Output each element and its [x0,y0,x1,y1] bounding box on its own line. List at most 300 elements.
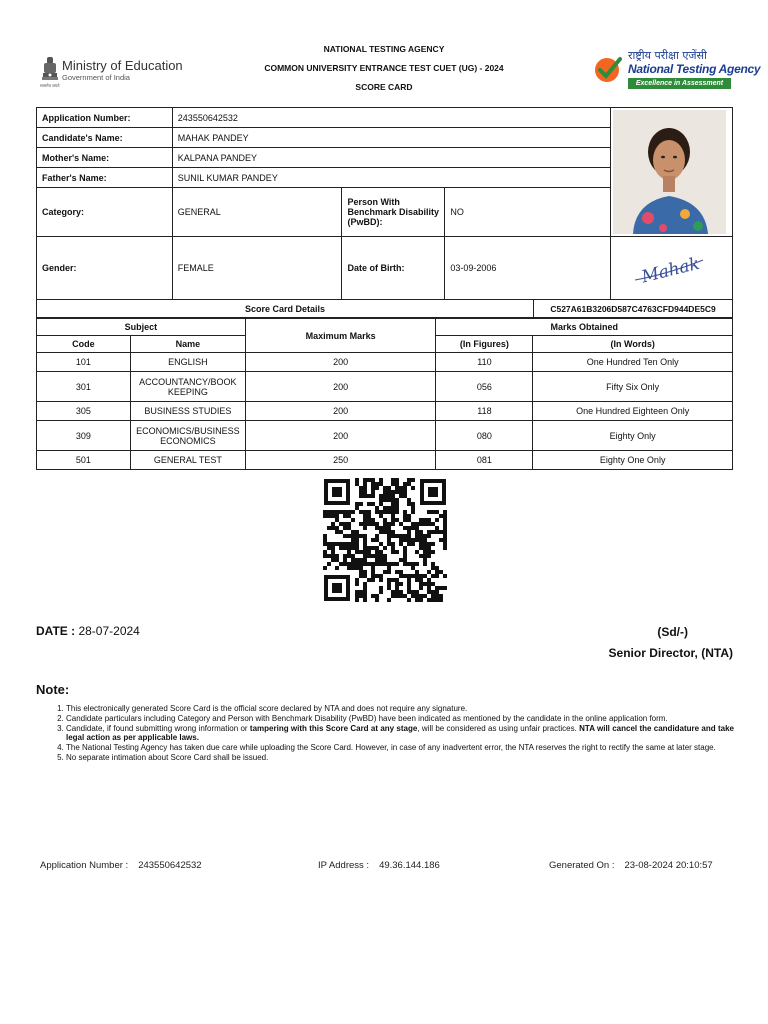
qr-module [395,578,399,582]
qr-module [395,506,399,510]
max-marks: 250 [245,451,436,470]
qr-module [347,514,351,518]
qr-module [343,526,347,530]
note-emphasis: NTA will cancel the candidature and take legal action as per applicable laws. [66,723,734,743]
qr-module [431,582,435,586]
qr-module [443,522,447,526]
qr-module [435,570,439,574]
qr-module [403,518,407,522]
qr-module [355,598,359,602]
qr-module [391,518,395,522]
qr-module [391,594,395,598]
table-row [37,451,733,470]
qr-module [403,490,407,494]
qr-module [367,522,371,526]
qr-module [387,486,391,490]
qr-module [367,550,371,554]
qr-module [339,542,343,546]
qr-module [355,582,359,586]
qr-module [391,510,395,514]
qr-module [379,574,383,578]
qr-module [427,598,431,602]
signed-marker: (Sd/-) [657,625,688,639]
qr-module [347,510,351,514]
qr-module [371,522,375,526]
qr-module [415,590,419,594]
qr-module [391,482,395,486]
qr-module [399,534,403,538]
qr-module [443,586,447,590]
qr-module [335,526,339,530]
qr-module [355,530,359,534]
qr-module [383,546,387,550]
qr-module [359,490,363,494]
qr-module [371,574,375,578]
qr-module [339,510,343,514]
qr-module [391,546,395,550]
date-label: DATE : [36,624,76,638]
qr-module [411,594,415,598]
document-title: SCORE CARD [355,82,413,92]
qr-module [391,506,395,510]
issue-date [36,624,140,638]
qr-module [343,558,347,562]
qr-module [371,494,375,498]
mother-name-value: KALPANA PANDEY [172,148,610,168]
mother-name-label: Mother's Name: [37,148,173,168]
qr-module [427,586,431,590]
qr-module [419,586,423,590]
qr-module [379,590,383,594]
qr-module [363,482,367,486]
qr-module [419,530,423,534]
qr-module [439,594,443,598]
qr-module [403,526,407,530]
marks-obtained-header: Marks Obtained [436,319,733,336]
qr-module [375,594,379,598]
candidate-photo [613,110,726,234]
qr-module [399,538,403,542]
qr-module [371,538,375,542]
qr-module [351,546,355,550]
qr-module [339,562,343,566]
qr-module [359,486,363,490]
marks-words: One Hundred Eighteen Only [533,402,733,421]
pwbd-value: NO [445,188,611,237]
qr-module [399,558,403,562]
qr-module [395,502,399,506]
qr-module [395,550,399,554]
qr-module [399,574,403,578]
qr-module [407,502,411,506]
qr-module [363,562,367,566]
qr-module [395,486,399,490]
father-name-value: SUNIL KUMAR PANDEY [172,168,610,188]
qr-module [343,554,347,558]
page-header [0,40,768,100]
qr-module [395,498,399,502]
qr-module [383,498,387,502]
qr-module [395,482,399,486]
qr-module [363,522,367,526]
qr-module [387,586,391,590]
qr-module [351,558,355,562]
qr-module [375,526,379,530]
qr-module [431,566,435,570]
qr-module [363,518,367,522]
qr-module [443,542,447,546]
nta-hindi-name: राष्ट्रीय परीक्षा एजेंसी [628,49,707,62]
subject-name: ACCOUNTANCY/BOOK KEEPING [130,372,245,402]
qr-module [331,554,335,558]
qr-module [415,594,419,598]
figures-header: (In Figures) [436,336,533,353]
qr-module [347,550,351,554]
qr-module [407,530,411,534]
qr-module [343,522,347,526]
marks-table [36,318,733,470]
score-card-code: C527A61B3206D587C4763CFD944DE5C9 [534,300,733,318]
qr-module [415,538,419,542]
qr-module [435,526,439,530]
qr-module [399,594,403,598]
qr-module [335,518,339,522]
category-value: GENERAL [172,188,342,237]
qr-module [351,530,355,534]
max-marks-header: Maximum Marks [245,319,436,353]
qr-module [331,558,335,562]
qr-module [395,518,399,522]
qr-module [379,550,383,554]
qr-module [391,514,395,518]
qr-module [375,510,379,514]
qr-module [343,542,347,546]
qr-module [355,502,359,506]
qr-module [383,562,387,566]
qr-module [427,542,431,546]
dob-value: 03-09-2006 [445,237,611,300]
qr-module [379,494,383,498]
qr-module [443,538,447,542]
qr-module [383,518,387,522]
nta-logo [593,48,761,90]
notes-heading: Note: [36,682,70,697]
exam-title: COMMON UNIVERSITY ENTRANCE TEST CUET (UG) - 2024 [264,63,504,73]
nta-tagline: Excellence in Assessment [628,78,731,89]
qr-module [423,554,427,558]
qr-module [387,494,391,498]
qr-module [427,530,431,534]
qr-module [371,518,375,522]
qr-module [359,510,363,514]
code-header: Code [37,336,131,353]
qr-module [343,562,347,566]
qr-module [371,570,375,574]
candidate-name-label: Candidate's Name: [37,128,173,148]
ministry-subtitle: Government of India [62,73,130,82]
qr-module [419,542,423,546]
qr-module [403,494,407,498]
qr-module [391,550,395,554]
qr-module [415,570,419,574]
qr-module [375,546,379,550]
qr-module [355,590,359,594]
qr-module [415,534,419,538]
qr-module [387,570,391,574]
footer-label: IP Address : [318,860,370,871]
qr-module [359,534,363,538]
qr-module [395,570,399,574]
qr-module [407,478,411,482]
note-item: 1. This electronically generated Score Card is the official score declared by NTA and does not require any signature. [66,704,734,714]
candidate-name-value: MAHAK PANDEY [172,128,610,148]
marks-figures: 080 [436,421,533,451]
subject-name: BUSINESS STUDIES [130,402,245,421]
qr-module [379,502,383,506]
qr-module [407,498,411,502]
qr-module [367,510,371,514]
qr-module [427,582,431,586]
qr-module [427,550,431,554]
marks-figures: 081 [436,451,533,470]
marks-words: One Hundred Ten Only [533,353,733,372]
agency-title: NATIONAL TESTING AGENCY [323,44,445,54]
qr-module [363,558,367,562]
qr-module [395,490,399,494]
qr-module [323,514,327,518]
qr-module [407,526,411,530]
qr-module [383,490,387,494]
qr-module [435,590,439,594]
qr-module [391,502,395,506]
qr-module [387,534,391,538]
qr-module [383,522,387,526]
qr-module [367,502,371,506]
qr-module [327,514,331,518]
qr-module [347,526,351,530]
qr-module [323,538,327,542]
qr-module [371,566,375,570]
marks-figures: 110 [436,353,533,372]
qr-module [423,538,427,542]
qr-module [443,510,447,514]
qr-module [323,550,327,554]
qr-module [399,582,403,586]
qr-module [431,550,435,554]
qr-module [395,534,399,538]
qr-module [335,530,339,534]
qr-module [367,578,371,582]
qr-module [383,526,387,530]
qr-module [435,586,439,590]
qr-module [387,522,391,526]
qr-module [371,486,375,490]
qr-module [323,534,327,538]
subject-code: 309 [37,421,131,451]
qr-module [419,594,423,598]
qr-module [431,510,435,514]
qr-module [351,562,355,566]
qr-module [423,574,427,578]
table-row [37,353,733,372]
qr-module [415,598,419,602]
qr-module [411,542,415,546]
qr-module [391,494,395,498]
qr-module [343,546,347,550]
qr-module [363,550,367,554]
qr-module [443,518,447,522]
qr-module [427,510,431,514]
qr-module [379,478,383,482]
qr-module [431,574,435,578]
photo-cell [610,108,732,237]
qr-module [375,562,379,566]
footer-label: Application Number : [40,860,129,871]
note-text: , will be considered as using unfair practices. [417,723,580,733]
qr-module [375,598,379,602]
note-emphasis: tampering with this Score Card at any stage [249,723,418,733]
qr-module [435,510,439,514]
qr-module [387,582,391,586]
qr-module [371,578,375,582]
qr-module [379,562,383,566]
qr-module [403,514,407,518]
ministry-logo [40,55,183,89]
qr-module [379,510,383,514]
qr-module [351,554,355,558]
qr-module [403,558,407,562]
qr-module [423,558,427,562]
qr-module [355,506,359,510]
subject-header: Subject [37,319,246,336]
qr-module [411,486,415,490]
qr-module [331,514,335,518]
qr-module [419,546,423,550]
qr-module [403,486,407,490]
qr-module [347,522,351,526]
qr-module [439,586,443,590]
qr-module [439,570,443,574]
qr-module [403,594,407,598]
qr-module [395,586,399,590]
qr-module [335,510,339,514]
qr-module [363,570,367,574]
subject-name: ENGLISH [130,353,245,372]
qr-module [379,558,383,562]
qr-module [375,554,379,558]
qr-module [443,514,447,518]
qr-module [327,510,331,514]
qr-module [335,566,339,570]
qr-module [399,522,403,526]
qr-module [407,574,411,578]
qr-module [419,578,423,582]
nta-check-icon [593,54,623,84]
qr-module [335,558,339,562]
qr-module [347,542,351,546]
subject-code: 305 [37,402,131,421]
qr-module [411,538,415,542]
pwbd-label: Person With Benchmark Disability (PwBD): [342,188,445,237]
qr-module [391,522,395,526]
category-label: Category: [37,188,173,237]
notes-list [56,704,734,763]
qr-module [435,574,439,578]
qr-module [383,530,387,534]
qr-module [347,554,351,558]
qr-module [403,562,407,566]
score-card-details-header [36,299,733,318]
qr-module [435,594,439,598]
qr-module [387,530,391,534]
qr-module [439,538,443,542]
qr-module [395,594,399,598]
qr-module [367,494,371,498]
qr-module [367,518,371,522]
qr-module [355,538,359,542]
qr-module [367,554,371,558]
table-row [37,402,733,421]
max-marks: 200 [245,402,436,421]
qr-module [363,590,367,594]
qr-module [371,478,375,482]
qr-module [411,566,415,570]
qr-module [363,546,367,550]
qr-module [431,530,435,534]
qr-module [355,542,359,546]
qr-module [375,574,379,578]
qr-module [419,518,423,522]
qr-module [355,562,359,566]
qr-module [375,486,379,490]
qr-module [323,510,327,514]
candidate-info-table [36,107,733,300]
qr-module [379,554,383,558]
qr-module [379,514,383,518]
qr-module [331,526,335,530]
application-number-value: 243550642532 [172,108,610,128]
qr-module [391,562,395,566]
qr-module [375,522,379,526]
qr-module [375,534,379,538]
qr-module [347,534,351,538]
qr-module [371,554,375,558]
qr-module [375,550,379,554]
qr-module [403,554,407,558]
qr-module [355,546,359,550]
qr-module [427,590,431,594]
qr-module [403,546,407,550]
qr-module [443,534,447,538]
qr-module [407,562,411,566]
dob-label: Date of Birth: [342,237,445,300]
marks-words: Eighty One Only [533,451,733,470]
qr-module [383,554,387,558]
qr-module [427,522,431,526]
qr-module [371,562,375,566]
qr-module [359,558,363,562]
qr-module [435,530,439,534]
qr-module [351,518,355,522]
qr-module [423,550,427,554]
subject-code: 101 [37,353,131,372]
qr-module [391,590,395,594]
qr-module [355,578,359,582]
qr-module [359,562,363,566]
qr-module [431,562,435,566]
qr-module [415,550,419,554]
signature-text: Mahak [639,253,702,288]
